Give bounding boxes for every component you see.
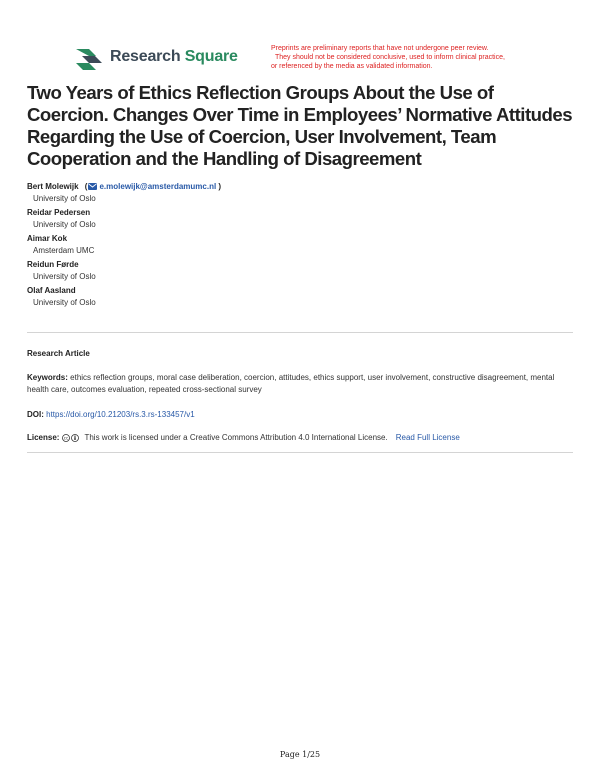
author-entry	[27, 285, 221, 309]
license	[27, 433, 460, 442]
disclaimer-line: Preprints are preliminary reports that have not undergone peer review.	[271, 45, 489, 52]
author-name: Reidar Pedersen	[27, 208, 91, 217]
research-square-logo[interactable]	[74, 44, 238, 70]
doi-link[interactable]: https://doi.org/10.21203/rs.3.rs-133457/v1	[46, 410, 195, 419]
keywords-label: Keywords:	[27, 373, 68, 382]
author-name: Reidun Førde	[27, 260, 79, 269]
author-entry	[27, 207, 221, 231]
author-name: Olaf Aasland	[27, 286, 76, 295]
disclaimer-line: They should not be considered conclusive, used to inform clinical practice,	[275, 54, 505, 61]
logo-word-research: Research	[110, 48, 181, 65]
author-name: Bert Molewijk	[27, 182, 79, 191]
author-name: Aimar Kok	[27, 234, 68, 243]
corresponding-email[interactable]: ( e.molewijk@amsterdamumc.nl )	[82, 182, 222, 191]
disclaimer-line: or referenced by the media as validated information.	[271, 63, 433, 70]
svg-text:cc: cc	[64, 435, 69, 441]
creative-commons-icon	[62, 434, 80, 442]
license-text: This work is licensed under a Creative Commons Attribution 4.0 International License.	[84, 433, 388, 442]
research-square-logo-icon	[74, 44, 104, 70]
logo-word-square: Square	[184, 48, 238, 65]
author-affiliation: Amsterdam UMC	[33, 246, 95, 255]
email-link[interactable]: e.molewijk@amsterdamumc.nl	[99, 182, 217, 191]
author-entry	[27, 259, 221, 283]
author-entry	[27, 181, 221, 205]
keywords	[27, 372, 567, 396]
paper-title: Two Years of Ethics Reflection Groups About the Use of Coercion. Changes Over Time in Employees’ Normative Attitudes Regarding the Use of Coercion, User Involvement, Team Cooperation and the Handling of Disagreement	[27, 82, 573, 169]
preprint-disclaimer	[271, 44, 551, 71]
author-entry	[27, 233, 221, 257]
envelope-icon	[88, 183, 97, 190]
author-affiliation: University of Oslo	[33, 272, 96, 281]
article-type: Research Article	[27, 349, 90, 358]
author-affiliation: University of Oslo	[33, 298, 96, 307]
page-number: Page 1/25	[279, 750, 321, 759]
author-list	[27, 181, 221, 311]
logo-wordmark	[110, 48, 238, 66]
section-divider	[27, 332, 573, 333]
author-affiliation: University of Oslo	[33, 220, 96, 229]
author-affiliation: University of Oslo	[33, 194, 96, 203]
license-label: License:	[27, 433, 60, 442]
read-full-license-link[interactable]: Read Full License	[395, 433, 460, 442]
doi-label: DOI:	[27, 410, 44, 419]
keywords-text: ethics reflection groups, moral case deliberation, coercion, attitudes, ethics support, user involvement, constructive disagreement, mental health care, outcomes evaluation, repeated cross-sectional survey	[27, 373, 555, 394]
section-divider	[27, 452, 573, 453]
doi	[27, 410, 195, 419]
